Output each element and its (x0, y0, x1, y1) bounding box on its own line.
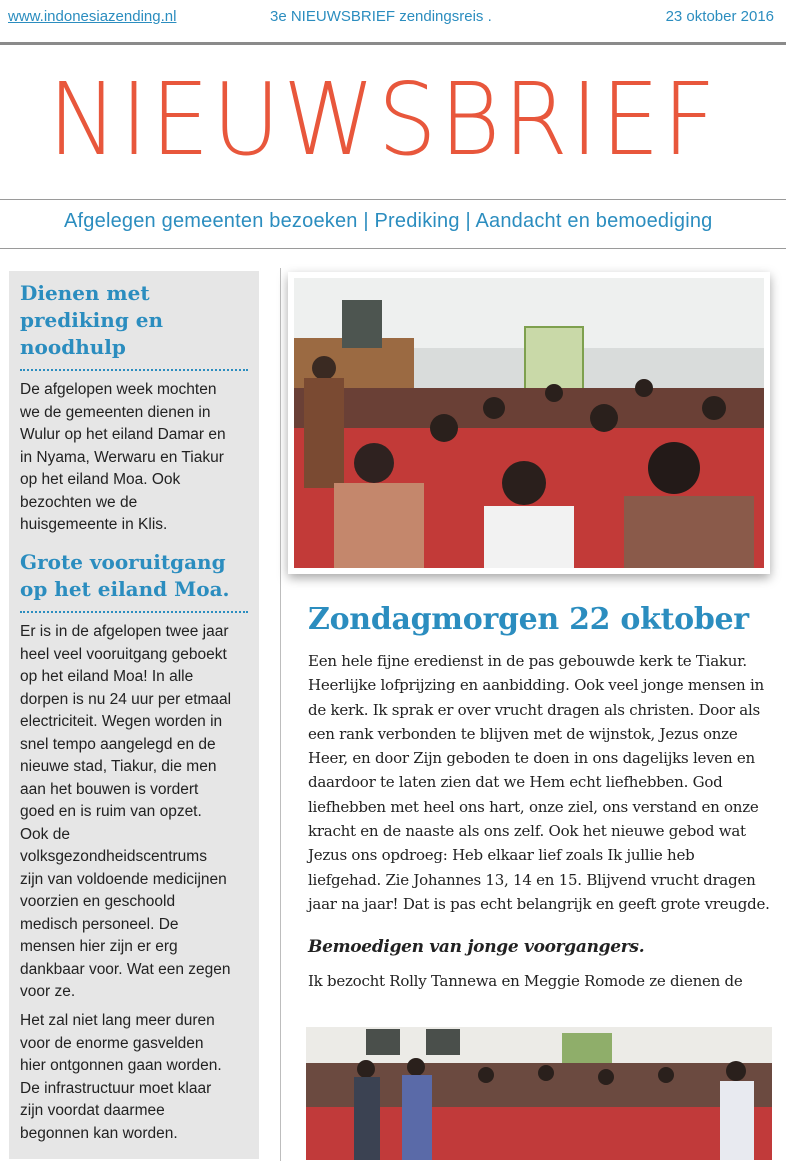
article-heading: Zondagmorgen 22 oktober (308, 602, 749, 637)
masthead-rule-bottom (0, 248, 786, 249)
sidebar (9, 271, 259, 1159)
issue-label: 3e NIEUWSBRIEF zendingsreis . (270, 8, 492, 25)
sidebar-paragraph-gasfields: Het zal niet lang meer duren voor de enorme gasvelden hier ontgonnen gaan worden. De infrastructuur moet klaar zijn voordat daarmee begonnen kan worden. (20, 1012, 222, 1142)
top-bar (0, 0, 786, 44)
website-link[interactable]: www.indonesiazending.nl (8, 8, 177, 25)
worship-photo (306, 1027, 772, 1160)
article-body: Een hele fijne eredienst in de pas gebouwde kerk te Tiakur. Heerlijke lofprijzing en aanbidding. Ook veel jonge mensen in de kerk. Ik sprak er over vrucht dragen als christen. Door als een rank verbonden te blijven met de wijnstok, Jezus onze Heer, en door Zijn geboden te doen in ons dagelijks leven en daardoor te laten zien dat we Hem echt liefhebben. God liefhebben met heel ons hart, onze ziel, ons verstand en onze kracht en de naaste als ons zelf. Ook het nieuwe gebod wat Jezus ons opdroeg: Heb elkaar lief zoals Ik jullie heb liefgehad. Zie Johannes 13, 14 en 15. Blijvend vrucht dragen jaar na jaar! Dat is pas echt belangrijk en geeft grote vreugde. (308, 652, 770, 913)
sidebar-paragraph-visits: De afgelopen week mochten we de gemeenten dienen in Wulur op het eiland Damar en in Nyama, Werwaru en Tiakur op het eiland Moa. Ook bezochten we de huisgemeente in Klis. (20, 381, 226, 533)
sidebar-heading-service: Dienen met prediking en noodhulp (20, 281, 164, 359)
tagline: Afgelegen gemeenten bezoeken | Prediking | Aandacht en bemoediging (64, 210, 713, 232)
sidebar-paragraph-progress: Er is in de afgelopen twee jaar heel veel vooruitgang geboekt op het eiland Moa! In alle dorpen is nu 24 uur per etmaal electriciteit. Wegen worden in snel tempo aangelegd en de nieuwe stad, Tiakur, die men aan het bouwen is vordert goed en is ruim van opzet. Ook de volksgezondheidscentrums zijn van voldoende medicijnen voorzien en geschoold medisch personeel. De mensen hier zijn er erg dankbaar voor. Wat een zegen voor ze. (20, 623, 232, 1000)
sidebar-divider (20, 611, 248, 613)
column-divider (280, 268, 281, 1161)
masthead-rule-top (0, 199, 786, 200)
article-body-continued: Ik bezocht Rolly Tannewa en Meggie Romode ze dienen de (308, 972, 743, 990)
church-service-photo (288, 272, 770, 574)
masthead-title: NIEUWSBRIEF (48, 61, 719, 178)
issue-date: 23 oktober 2016 (665, 8, 774, 25)
sidebar-heading-progress: Grote vooruitgang op het eiland Moa. (20, 550, 230, 601)
top-rule (0, 42, 786, 45)
sidebar-divider (20, 369, 248, 371)
article-subheading: Bemoedigen van jonge voorgangers. (308, 937, 645, 957)
